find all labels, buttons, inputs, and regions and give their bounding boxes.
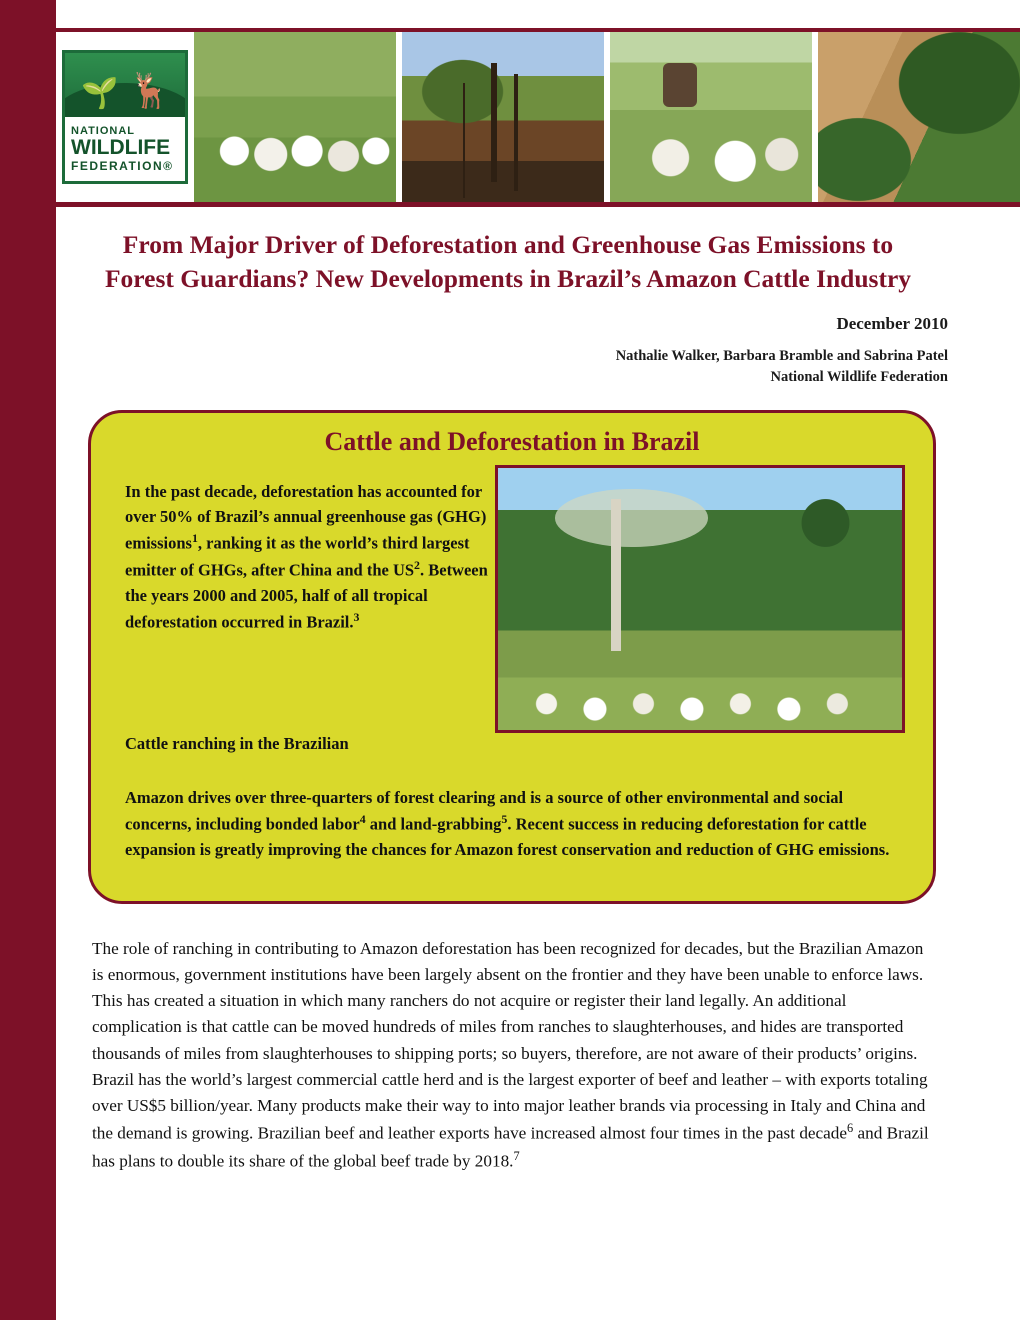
- callout-paragraph-1: [125, 479, 497, 635]
- author-names: Nathalie Walker, Barbara Bramble and Sabrina Patel: [615, 348, 948, 364]
- callout-p1-pre: In the past decade, deforestation has accounted for over 50% of Brazil’s annual greenhouse gas (GHG) emissions: [125, 482, 487, 553]
- footnote-ref-4: 4: [359, 812, 366, 827]
- callout-p1-post: . Between the years 2000 and 2005, half of all tropical deforestation occurred in Brazil.: [125, 560, 488, 632]
- title-line-1: From Major Driver of Deforestation and Greenhouse Gas Emissions to: [122, 230, 894, 259]
- footnote-ref-2: 2: [414, 558, 420, 573]
- header-photo-strip: [56, 32, 1020, 202]
- header-bottom-rule: [56, 202, 1020, 207]
- footnote-ref-6: 6: [847, 1120, 854, 1135]
- photo-burned-forest-clearing: [402, 32, 604, 202]
- footnote-ref-3: 3: [353, 610, 360, 625]
- page-title: [68, 228, 948, 296]
- header-banner: [56, 0, 1020, 212]
- logo-line-federation: FEDERATION®: [71, 159, 174, 174]
- publication-date: December 2010: [836, 314, 948, 333]
- body-paragraph: [92, 936, 932, 1175]
- nwf-logo: [62, 50, 188, 184]
- logo-line-wildlife: WILDLIFE: [71, 135, 171, 159]
- callout-title: Cattle and Deforestation in Brazil: [324, 427, 700, 456]
- callout-p2-pre: Amazon drives over three-quarters of forest clearing and is a source of other environmental and social concerns, including bonded labor: [125, 788, 844, 834]
- callout-p2-post: . Recent success in reducing deforestation for cattle expansion is greatly improving the chances for Amazon forest conservation and reduction of GHG emissions.: [125, 814, 890, 859]
- callout-p2-a: Cattle ranching in the Brazilian: [125, 734, 349, 753]
- body-text-pre: The role of ranching in contributing to Amazon deforestation has been recognized for decades, but the Brazilian Amazon is enormous, government institutions have been largely absent on the frontier and they have been unable to enforce laws. This has created a situation in which many ranchers do not acquire or register their land legally. An additional complication is that cattle can be moved hundreds of miles from ranches to slaughterhouses, and hides are transported thousands of miles from slaughterhouses to shipping ports; so buyers, therefore, are not aware of their products’ origins. Brazil has the world’s largest commercial cattle herd and is the largest exporter of beef and leather – with exports totaling over US$5 billion/year. Many products make their way to into major leather brands via processing in Italy and China and the demand is growing. Brazilian beef and leather exports have increased almost four times in the past decade: [92, 939, 928, 1143]
- callout-paragraph-2-body: [125, 785, 905, 862]
- footnote-ref-1: 1: [191, 531, 198, 546]
- photo-aerial-deforestation: [818, 32, 1020, 202]
- photo-vaquero-herding-cattle: [610, 32, 812, 202]
- photo-white-cattle-pasture: [194, 32, 396, 202]
- title-line-2: Forest Guardians? New Developments in Brazil’s Amazon Cattle Industry: [104, 263, 912, 293]
- footnote-ref-7: 7: [513, 1148, 520, 1163]
- callout-paragraph-2-first-line: [125, 731, 497, 756]
- body-text-mid: and Brazil has plans to double its share of the global beef trade by 2018.: [92, 1123, 929, 1171]
- left-maroon-band: [0, 0, 56, 1320]
- logo-artwork-icon: 🌱 🦌: [65, 53, 185, 117]
- logo-line-national: NATIONAL: [71, 124, 136, 137]
- footnote-ref-5: 5: [501, 812, 508, 827]
- callout-box-cattle-deforestation: [88, 410, 936, 904]
- callout-photo-cattle-forest: [495, 465, 905, 733]
- document-meta: [388, 314, 948, 388]
- callout-p1-mid: , ranking it as the world’s third largest emitter of GHGs, after China and the US: [125, 533, 470, 580]
- organization-name: National Wildlife Federation: [770, 369, 948, 386]
- callout-p2-mid: and land-grabbing: [365, 814, 502, 834]
